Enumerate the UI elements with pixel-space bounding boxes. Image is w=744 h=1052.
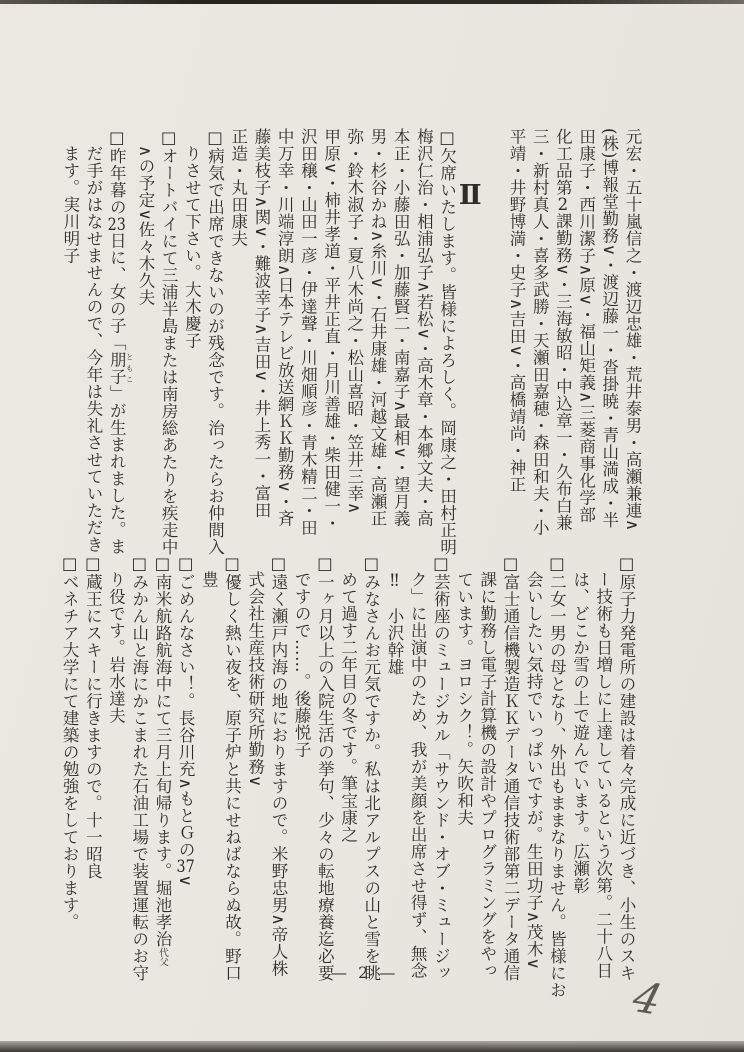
text-column: □ごめんなさい！。長谷川充∧もとＧの37∨ [176,554,196,888]
bottom-text-block [58,554,638,1006]
text-column: □芸術座のミュージカル「サウンド・オブ・ミュージッ [431,554,451,982]
scan-edge-top [0,0,744,4]
text-column: めて過す二年目の冬です。筆宝康之 [338,571,358,843]
text-column: 化工品第2課勤務∨・三海敏昭・中込章一・久布白兼 [553,128,573,532]
text-column: (株)博報堂勤務∨・渡辺藤一・沓掛暁・青山満成・半 [599,128,619,529]
text-column: □みなさんお元気ですか。私は北アルプスの山と雪を眺 [361,554,381,982]
page-number: — 2 — [331,963,399,982]
text-column: ∧の予定∨佐々木久夫 [135,145,155,307]
text-column: □病気で出席できないのが残念です。治ったらお仲間入 [205,128,225,556]
text-column: □オートバイにて三浦半島または南房総あたりを疾走中 [159,128,179,556]
top-text-block [59,128,644,564]
text-column: 三・新村真人・喜多武勝・天瀬田嘉穂・森田和夫・小 [530,128,550,536]
text-column: 男・杉谷かね∧糸川∨・石井康雄・河越文雄・高瀬正 [367,128,387,528]
section-numeral: Ⅱ [454,180,486,212]
text-column: 会いしたい気持でいっぱいですが。生田功子∧茂木∨ [524,571,544,971]
text-column: □欠席いたします。皆様によろしく。岡康之・田村正明 [437,128,457,556]
text-column: ク」に出演中のため、我が美顔を出席させ得ず、無念 [408,571,428,979]
text-column: 式会社生産技術研究所勤務∨ [245,571,265,788]
text-column: 豊 [199,571,219,588]
text-column: □南米航路航海中にて三月上旬帰ります。堀池孝治代父 [152,554,172,967]
text-column: 沢田穣・山田一彦・伊達聲・川畑順彦・青木精二・田 [298,128,318,536]
text-column: は、どこか雪の上で遊んでいます。広瀬彰 [570,571,590,894]
text-column: □優しく熱い夜を、原子炉と共にせねばならぬ故。野口 [222,554,242,982]
text-column: 本正・小藤田弘・加藤賢二・南嘉子∧最相∨・望月義 [391,128,411,528]
small-note: 代父 [156,947,168,967]
text-column: 中万幸・川端淳朗∧日本テレビ放送網ＫＫ勤務∨・斉 [275,128,295,528]
text-column: □富士通信機製造ＫＫデータ通信技術部第二データ通信 [500,554,520,982]
text-column: 課に勤務し電子計算機の設計やプログラミングをやっ [477,571,497,979]
text-column: りさせて下さい。大木慶子 [182,145,202,349]
text-column: 藤美枝子∧関∨・難波幸子∧吉田∨・井上秀一・富田 [251,128,271,519]
text-column: 田康子・西川潔子∧原∨・福山矩義∧三菱商事化学部 [576,128,596,523]
text-column: 弥・鈴木淑子・夏八木尚之・松山喜昭・笠井三幸∧ [344,128,364,515]
text-column: 甲原∨・柿井孝道・平井正直・月川善雄・柴田健一・ [321,128,341,532]
text-column: ー技術も日増しに上達しているという次第。二十八日 [593,571,613,979]
text-column: □二女一男の母となり、外出もままなりません。皆様にお [547,554,567,999]
scan-edge-bottom [0,1041,744,1052]
handwritten-mark: 4 [627,972,667,1025]
text-column: □蔵王にスキーに行きますので。十一昭良 [83,554,103,880]
text-column: □みかん山と海にかこまれた石油工場で装置運転のお守 [129,554,149,982]
text-column: 正造・丸田康夫 [228,128,248,247]
text-column: □昨年暮の23日に、女の子「朋子 ともこ」が生まれました。ま [107,128,135,555]
text-column: 元宏・五十嵐信之・渡辺忠雄・荒井泰男・高瀬兼連∧ [623,128,642,532]
text-column: ‼ 小沢幹雄 [384,571,404,676]
text-column: ですので……。後藤悦子 [292,571,312,758]
text-column: □遠く瀬戸内海の地におりますので。米野忠男∧帝人株 [268,554,288,978]
text-column: 梅沢仁治・相浦弘子∧若松∨・高木章・本郷文夫・高 [414,128,434,528]
text-column: □一ヶ月以上の入院生活の挙句、少々の転地療養迄必要 [315,554,335,982]
text-column: ています。ヨロシク！。矢吹和夫 [454,571,474,826]
text-column: り役です。岩水達夫 [106,571,126,724]
text-column: □原子力発電所の建設は着々完成に近づき、小生のスキ [617,554,636,982]
text-column: だ手がはなせませんので、今年は失礼させていただき [84,145,104,553]
text-column: ます。実川明子 [60,145,80,264]
text-column: □ベネチア大学にて建築の勉強をしております。 [60,554,80,931]
text-column: 平靖・井野博満・史子∧吉田∨・高橋靖尚・神正 [506,128,526,494]
